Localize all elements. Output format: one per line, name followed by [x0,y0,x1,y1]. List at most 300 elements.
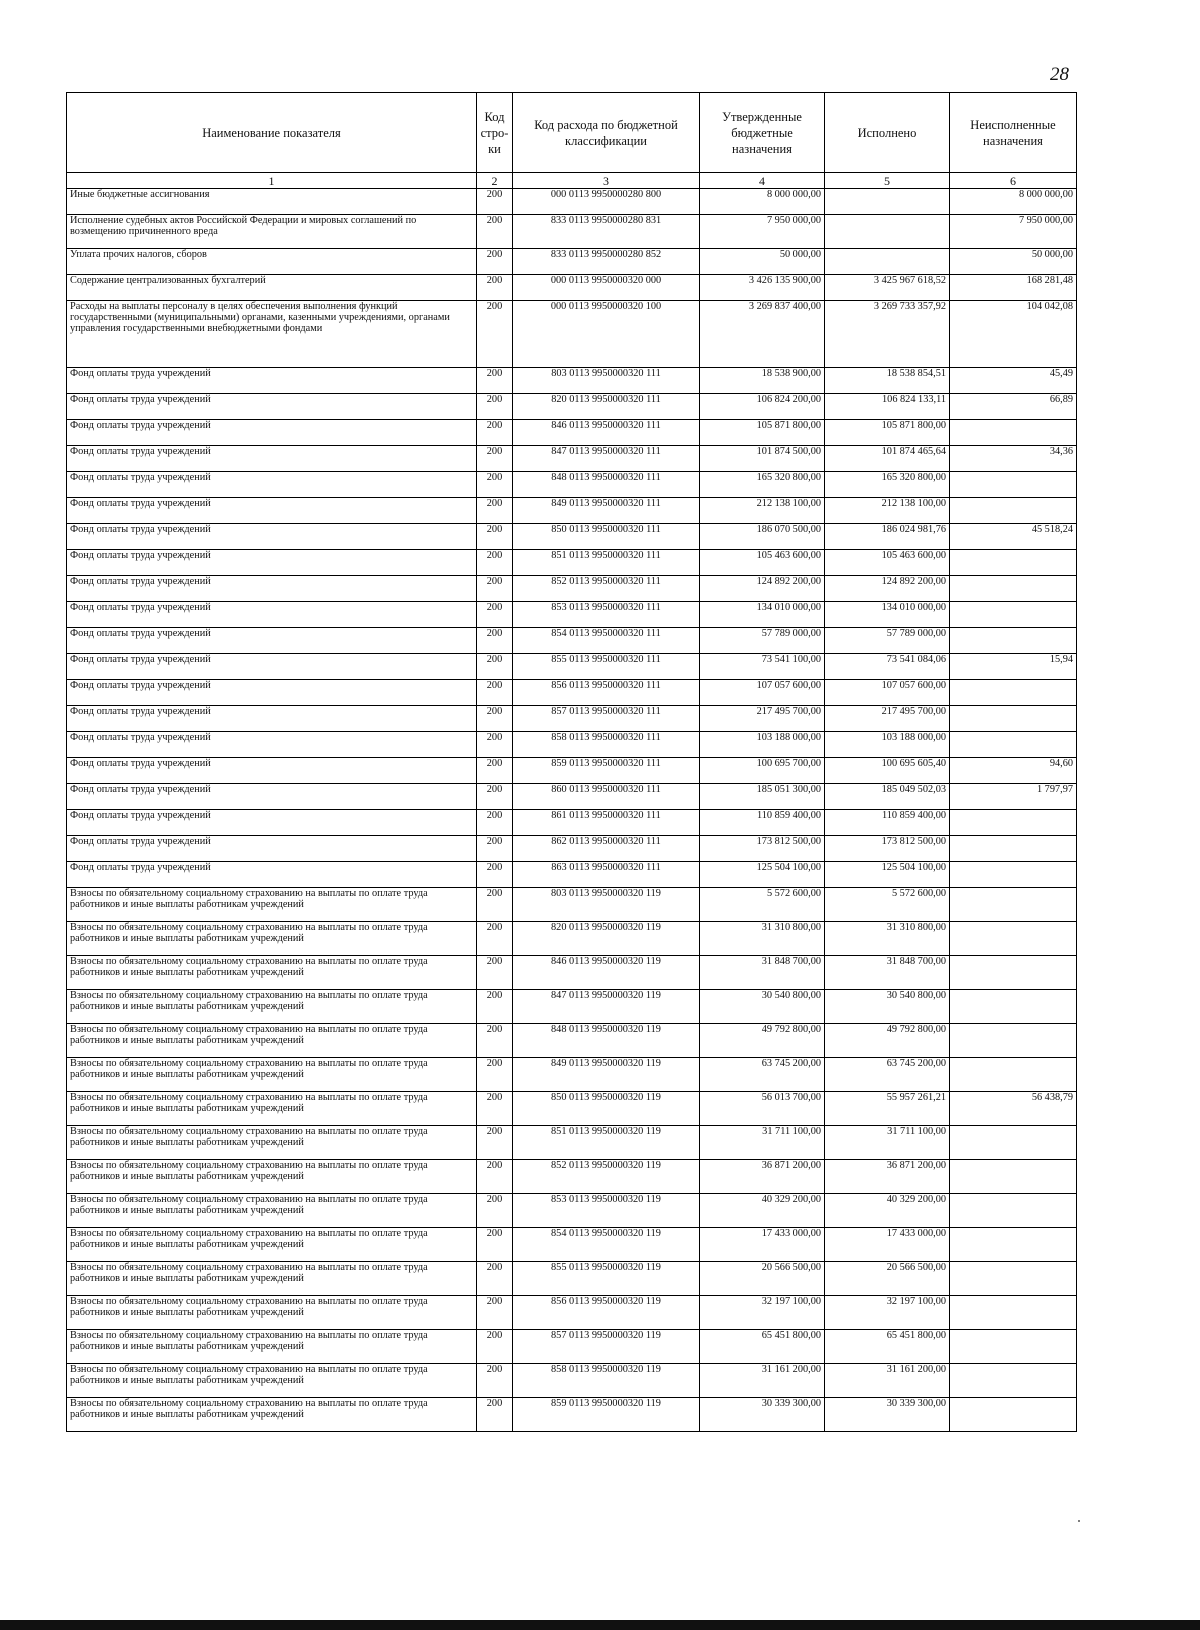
row-line-code: 200 [477,628,513,654]
table-row [67,215,1077,249]
row-line-code: 200 [477,810,513,836]
table-row [67,654,1077,680]
row-budget-code: 846 0113 9950000320 111 [513,420,700,446]
table-row [67,1364,1077,1398]
row-line-code: 200 [477,758,513,784]
table-row [67,1330,1077,1364]
row-line-code: 200 [477,956,513,990]
row-executed-amount: 105 871 800,00 [825,420,950,446]
row-budget-code: 855 0113 9950000320 119 [513,1262,700,1296]
row-executed-amount: 73 541 084,06 [825,654,950,680]
row-budget-code: 855 0113 9950000320 111 [513,654,700,680]
row-unexecuted-amount: 168 281,48 [950,275,1077,301]
row-budget-code: 852 0113 9950000320 111 [513,576,700,602]
row-unexecuted-amount: 7 950 000,00 [950,215,1077,249]
table-header-row [67,93,1077,173]
column-number: 1 [67,173,477,189]
row-unexecuted-amount [950,706,1077,732]
row-unexecuted-amount [950,576,1077,602]
row-budget-code: 000 0113 9950000320 100 [513,301,700,368]
row-budget-code: 000 0113 9950000280 800 [513,189,700,215]
row-executed-amount: 63 745 200,00 [825,1058,950,1092]
row-line-code: 200 [477,420,513,446]
page-number: 28 [1050,64,1069,85]
row-executed-amount: 3 425 967 618,52 [825,275,950,301]
row-budget-code: 854 0113 9950000320 111 [513,628,700,654]
row-executed-amount: 103 188 000,00 [825,732,950,758]
row-budget-code: 853 0113 9950000320 111 [513,602,700,628]
row-approved-amount: 50 000,00 [700,249,825,275]
row-approved-amount: 105 871 800,00 [700,420,825,446]
table-row [67,1024,1077,1058]
row-executed-amount: 185 049 502,03 [825,784,950,810]
row-unexecuted-amount [950,1228,1077,1262]
row-executed-amount: 134 010 000,00 [825,602,950,628]
row-approved-amount: 186 070 500,00 [700,524,825,550]
row-budget-code: 849 0113 9950000320 119 [513,1058,700,1092]
row-indicator-name: Взносы по обязательному социальному страхованию на выплаты по оплате труда работников и иные выплаты работникам учреждений [67,990,477,1024]
row-line-code: 200 [477,1330,513,1364]
table-row [67,249,1077,275]
row-budget-code: 833 0113 9950000280 831 [513,215,700,249]
row-budget-code: 820 0113 9950000320 111 [513,394,700,420]
table-row [67,922,1077,956]
row-unexecuted-amount: 45,49 [950,368,1077,394]
row-executed-amount: 125 504 100,00 [825,862,950,888]
row-budget-code: 847 0113 9950000320 111 [513,446,700,472]
row-line-code: 200 [477,862,513,888]
row-unexecuted-amount [950,1262,1077,1296]
row-line-code: 200 [477,368,513,394]
row-indicator-name: Взносы по обязательному социальному страхованию на выплаты по оплате труда работников и иные выплаты работникам учреждений [67,1160,477,1194]
row-unexecuted-amount [950,732,1077,758]
row-executed-amount: 55 957 261,21 [825,1092,950,1126]
row-line-code: 200 [477,1194,513,1228]
row-indicator-name: Взносы по обязательному социальному страхованию на выплаты по оплате труда работников и иные выплаты работникам учреждений [67,922,477,956]
column-number: 6 [950,173,1077,189]
row-indicator-name: Расходы на выплаты персоналу в целях обеспечения выполнения функций государственными (муниципальными) органами, казенными учреждениями, органами управления государственными внебюджетными фондами [67,301,477,368]
row-executed-amount: 30 540 800,00 [825,990,950,1024]
column-number: 3 [513,173,700,189]
row-budget-code: 850 0113 9950000320 119 [513,1092,700,1126]
table-row [67,1194,1077,1228]
header-line-code: Код стро- ки [477,93,513,173]
row-budget-code: 848 0113 9950000320 119 [513,1024,700,1058]
row-approved-amount: 30 339 300,00 [700,1398,825,1432]
row-line-code: 200 [477,990,513,1024]
table-row [67,189,1077,215]
table-row [67,836,1077,862]
row-executed-amount: 32 197 100,00 [825,1296,950,1330]
table-row [67,602,1077,628]
row-approved-amount: 49 792 800,00 [700,1024,825,1058]
row-indicator-name: Уплата прочих налогов, сборов [67,249,477,275]
row-indicator-name: Фонд оплаты труда учреждений [67,446,477,472]
row-unexecuted-amount: 66,89 [950,394,1077,420]
row-unexecuted-amount: 45 518,24 [950,524,1077,550]
row-indicator-name: Фонд оплаты труда учреждений [67,472,477,498]
table-row [67,472,1077,498]
row-approved-amount: 185 051 300,00 [700,784,825,810]
row-indicator-name: Взносы по обязательному социальному страхованию на выплаты по оплате труда работников и иные выплаты работникам учреждений [67,1058,477,1092]
row-indicator-name: Взносы по обязательному социальному страхованию на выплаты по оплате труда работников и иные выплаты работникам учреждений [67,1364,477,1398]
row-executed-amount: 100 695 605,40 [825,758,950,784]
table-row [67,368,1077,394]
row-unexecuted-amount [950,990,1077,1024]
table-row [67,862,1077,888]
row-line-code: 200 [477,394,513,420]
row-approved-amount: 31 848 700,00 [700,956,825,990]
row-indicator-name: Взносы по обязательному социальному страхованию на выплаты по оплате труда работников и иные выплаты работникам учреждений [67,1262,477,1296]
row-approved-amount: 124 892 200,00 [700,576,825,602]
row-executed-amount: 31 848 700,00 [825,956,950,990]
table-row [67,498,1077,524]
table-row [67,990,1077,1024]
column-number: 2 [477,173,513,189]
row-indicator-name: Фонд оплаты труда учреждений [67,680,477,706]
row-executed-amount: 3 269 733 357,92 [825,301,950,368]
row-indicator-name: Взносы по обязательному социальному страхованию на выплаты по оплате труда работников и иные выплаты работникам учреждений [67,1296,477,1330]
column-numbers-row [67,173,1077,189]
row-approved-amount: 31 161 200,00 [700,1364,825,1398]
table-row [67,576,1077,602]
row-executed-amount: 17 433 000,00 [825,1228,950,1262]
row-indicator-name: Фонд оплаты труда учреждений [67,732,477,758]
row-executed-amount [825,215,950,249]
row-indicator-name: Фонд оплаты труда учреждений [67,394,477,420]
row-budget-code: 848 0113 9950000320 111 [513,472,700,498]
table-body [67,189,1077,1432]
row-executed-amount: 31 310 800,00 [825,922,950,956]
row-indicator-name: Содержание централизованных бухгалтерий [67,275,477,301]
row-approved-amount: 125 504 100,00 [700,862,825,888]
header-indicator-name: Наименование показателя [67,93,477,173]
row-executed-amount: 173 812 500,00 [825,836,950,862]
row-budget-code: 859 0113 9950000320 111 [513,758,700,784]
row-approved-amount: 212 138 100,00 [700,498,825,524]
table-row [67,706,1077,732]
row-executed-amount: 30 339 300,00 [825,1398,950,1432]
row-executed-amount: 124 892 200,00 [825,576,950,602]
row-approved-amount: 5 572 600,00 [700,888,825,922]
table-row [67,1058,1077,1092]
row-indicator-name: Фонд оплаты труда учреждений [67,420,477,446]
row-approved-amount: 107 057 600,00 [700,680,825,706]
row-line-code: 200 [477,189,513,215]
row-unexecuted-amount [950,1330,1077,1364]
row-unexecuted-amount: 94,60 [950,758,1077,784]
row-executed-amount: 36 871 200,00 [825,1160,950,1194]
row-approved-amount: 173 812 500,00 [700,836,825,862]
row-indicator-name: Иные бюджетные ассигнования [67,189,477,215]
row-unexecuted-amount [950,1364,1077,1398]
table-row [67,524,1077,550]
row-executed-amount: 165 320 800,00 [825,472,950,498]
row-approved-amount: 65 451 800,00 [700,1330,825,1364]
row-unexecuted-amount [950,922,1077,956]
row-executed-amount [825,189,950,215]
row-indicator-name: Фонд оплаты труда учреждений [67,706,477,732]
row-line-code: 200 [477,602,513,628]
row-indicator-name: Фонд оплаты труда учреждений [67,654,477,680]
row-indicator-name: Фонд оплаты труда учреждений [67,524,477,550]
row-unexecuted-amount [950,550,1077,576]
table-row [67,784,1077,810]
row-unexecuted-amount: 15,94 [950,654,1077,680]
row-approved-amount: 103 188 000,00 [700,732,825,758]
row-approved-amount: 31 711 100,00 [700,1126,825,1160]
row-budget-code: 858 0113 9950000320 119 [513,1364,700,1398]
row-indicator-name: Фонд оплаты труда учреждений [67,550,477,576]
row-budget-code: 859 0113 9950000320 119 [513,1398,700,1432]
row-unexecuted-amount [950,498,1077,524]
row-indicator-name: Фонд оплаты труда учреждений [67,498,477,524]
row-line-code: 200 [477,1228,513,1262]
table-row [67,1296,1077,1330]
row-executed-amount: 57 789 000,00 [825,628,950,654]
row-line-code: 200 [477,680,513,706]
row-budget-code: 856 0113 9950000320 111 [513,680,700,706]
row-unexecuted-amount: 8 000 000,00 [950,189,1077,215]
row-line-code: 200 [477,784,513,810]
row-approved-amount: 7 950 000,00 [700,215,825,249]
row-indicator-name: Исполнение судебных актов Российской Федерации и мировых соглашений по возмещению причиненного вреда [67,215,477,249]
row-budget-code: 861 0113 9950000320 111 [513,810,700,836]
row-line-code: 200 [477,836,513,862]
row-line-code: 200 [477,1058,513,1092]
row-budget-code: 803 0113 9950000320 119 [513,888,700,922]
row-budget-code: 857 0113 9950000320 119 [513,1330,700,1364]
row-budget-code: 851 0113 9950000320 111 [513,550,700,576]
row-executed-amount: 101 874 465,64 [825,446,950,472]
row-unexecuted-amount: 34,36 [950,446,1077,472]
row-budget-code: 851 0113 9950000320 119 [513,1126,700,1160]
row-approved-amount: 3 426 135 900,00 [700,275,825,301]
row-executed-amount: 65 451 800,00 [825,1330,950,1364]
row-line-code: 200 [477,1296,513,1330]
row-executed-amount: 40 329 200,00 [825,1194,950,1228]
scan-edge-bar [0,1620,1200,1630]
table-row [67,1126,1077,1160]
table-row [67,888,1077,922]
table-row [67,420,1077,446]
row-indicator-name: Фонд оплаты труда учреждений [67,576,477,602]
row-indicator-name: Взносы по обязательному социальному страхованию на выплаты по оплате труда работников и иные выплаты работникам учреждений [67,1126,477,1160]
row-approved-amount: 32 197 100,00 [700,1296,825,1330]
row-approved-amount: 17 433 000,00 [700,1228,825,1262]
row-line-code: 200 [477,1160,513,1194]
row-unexecuted-amount [950,1398,1077,1432]
table-row [67,628,1077,654]
row-executed-amount: 18 538 854,51 [825,368,950,394]
row-approved-amount: 165 320 800,00 [700,472,825,498]
row-indicator-name: Фонд оплаты труда учреждений [67,784,477,810]
row-indicator-name: Взносы по обязательному социальному страхованию на выплаты по оплате труда работников и иные выплаты работникам учреждений [67,1092,477,1126]
row-indicator-name: Фонд оплаты труда учреждений [67,862,477,888]
row-line-code: 200 [477,706,513,732]
row-approved-amount: 100 695 700,00 [700,758,825,784]
row-executed-amount: 20 566 500,00 [825,1262,950,1296]
row-budget-code: 803 0113 9950000320 111 [513,368,700,394]
column-number: 4 [700,173,825,189]
row-budget-code: 860 0113 9950000320 111 [513,784,700,810]
row-line-code: 200 [477,1024,513,1058]
row-indicator-name: Взносы по обязательному социальному страхованию на выплаты по оплате труда работников и иные выплаты работникам учреждений [67,956,477,990]
table-row [67,956,1077,990]
table-row [67,446,1077,472]
row-unexecuted-amount [950,1024,1077,1058]
table-row [67,1160,1077,1194]
row-unexecuted-amount [950,1194,1077,1228]
row-line-code: 200 [477,524,513,550]
row-approved-amount: 31 310 800,00 [700,922,825,956]
row-indicator-name: Взносы по обязательному социальному страхованию на выплаты по оплате труда работников и иные выплаты работникам учреждений [67,888,477,922]
row-unexecuted-amount: 56 438,79 [950,1092,1077,1126]
row-indicator-name: Взносы по обязательному социальному страхованию на выплаты по оплате труда работников и иные выплаты работникам учреждений [67,1330,477,1364]
row-budget-code: 863 0113 9950000320 111 [513,862,700,888]
row-unexecuted-amount [950,1126,1077,1160]
row-line-code: 200 [477,654,513,680]
table-row [67,732,1077,758]
table-row [67,394,1077,420]
row-line-code: 200 [477,1126,513,1160]
row-line-code: 200 [477,498,513,524]
row-line-code: 200 [477,550,513,576]
row-budget-code: 862 0113 9950000320 111 [513,836,700,862]
table-row [67,1228,1077,1262]
row-line-code: 200 [477,576,513,602]
row-unexecuted-amount [950,420,1077,446]
budget-execution-table [66,92,1077,1432]
row-unexecuted-amount [950,680,1077,706]
row-budget-code: 852 0113 9950000320 119 [513,1160,700,1194]
row-budget-code: 850 0113 9950000320 111 [513,524,700,550]
row-indicator-name: Фонд оплаты труда учреждений [67,368,477,394]
row-unexecuted-amount [950,862,1077,888]
row-executed-amount: 212 138 100,00 [825,498,950,524]
row-indicator-name: Фонд оплаты труда учреждений [67,836,477,862]
row-approved-amount: 105 463 600,00 [700,550,825,576]
column-number: 5 [825,173,950,189]
scan-speck [1078,1520,1080,1522]
row-indicator-name: Фонд оплаты труда учреждений [67,602,477,628]
row-budget-code: 856 0113 9950000320 119 [513,1296,700,1330]
header-budget-code: Код расхода по бюджетной классификации [513,93,700,173]
row-executed-amount: 107 057 600,00 [825,680,950,706]
row-budget-code: 853 0113 9950000320 119 [513,1194,700,1228]
table-row [67,1262,1077,1296]
table-row [67,1092,1077,1126]
table-row [67,301,1077,368]
row-line-code: 200 [477,249,513,275]
row-line-code: 200 [477,922,513,956]
row-budget-code: 849 0113 9950000320 111 [513,498,700,524]
row-indicator-name: Взносы по обязательному социальному страхованию на выплаты по оплате труда работников и иные выплаты работникам учреждений [67,1024,477,1058]
row-approved-amount: 18 538 900,00 [700,368,825,394]
table-row [67,680,1077,706]
row-indicator-name: Взносы по обязательному социальному страхованию на выплаты по оплате труда работников и иные выплаты работникам учреждений [67,1228,477,1262]
table-row [67,758,1077,784]
row-unexecuted-amount [950,1296,1077,1330]
row-indicator-name: Взносы по обязательному социальному страхованию на выплаты по оплате труда работников и иные выплаты работникам учреждений [67,1398,477,1432]
row-approved-amount: 56 013 700,00 [700,1092,825,1126]
header-unexecuted: Неисполненные назначения [950,93,1077,173]
row-approved-amount: 30 540 800,00 [700,990,825,1024]
row-line-code: 200 [477,472,513,498]
row-unexecuted-amount: 50 000,00 [950,249,1077,275]
row-line-code: 200 [477,446,513,472]
row-indicator-name: Взносы по обязательному социальному страхованию на выплаты по оплате труда работников и иные выплаты работникам учреждений [67,1194,477,1228]
row-approved-amount: 20 566 500,00 [700,1262,825,1296]
row-executed-amount: 105 463 600,00 [825,550,950,576]
row-budget-code: 847 0113 9950000320 119 [513,990,700,1024]
row-unexecuted-amount [950,628,1077,654]
row-approved-amount: 106 824 200,00 [700,394,825,420]
row-executed-amount: 49 792 800,00 [825,1024,950,1058]
table-row [67,550,1077,576]
row-unexecuted-amount [950,1160,1077,1194]
row-budget-code: 846 0113 9950000320 119 [513,956,700,990]
row-line-code: 200 [477,301,513,368]
row-executed-amount: 31 711 100,00 [825,1126,950,1160]
row-line-code: 200 [477,215,513,249]
row-approved-amount: 36 871 200,00 [700,1160,825,1194]
row-executed-amount: 106 824 133,11 [825,394,950,420]
row-line-code: 200 [477,1092,513,1126]
row-unexecuted-amount: 104 042,08 [950,301,1077,368]
row-budget-code: 858 0113 9950000320 111 [513,732,700,758]
row-approved-amount: 73 541 100,00 [700,654,825,680]
row-unexecuted-amount [950,472,1077,498]
row-executed-amount: 5 572 600,00 [825,888,950,922]
row-unexecuted-amount [950,602,1077,628]
row-approved-amount: 3 269 837 400,00 [700,301,825,368]
table-row [67,1398,1077,1432]
row-executed-amount: 110 859 400,00 [825,810,950,836]
row-unexecuted-amount [950,888,1077,922]
row-executed-amount [825,249,950,275]
row-indicator-name: Фонд оплаты труда учреждений [67,628,477,654]
table-row [67,810,1077,836]
row-approved-amount: 40 329 200,00 [700,1194,825,1228]
row-unexecuted-amount: 1 797,97 [950,784,1077,810]
row-approved-amount: 217 495 700,00 [700,706,825,732]
row-approved-amount: 63 745 200,00 [700,1058,825,1092]
row-budget-code: 820 0113 9950000320 119 [513,922,700,956]
row-approved-amount: 110 859 400,00 [700,810,825,836]
row-indicator-name: Фонд оплаты труда учреждений [67,758,477,784]
row-budget-code: 857 0113 9950000320 111 [513,706,700,732]
table-row [67,275,1077,301]
row-unexecuted-amount [950,810,1077,836]
row-line-code: 200 [477,732,513,758]
row-approved-amount: 134 010 000,00 [700,602,825,628]
header-executed: Исполнено [825,93,950,173]
row-line-code: 200 [477,1398,513,1432]
row-line-code: 200 [477,1364,513,1398]
row-line-code: 200 [477,888,513,922]
row-executed-amount: 186 024 981,76 [825,524,950,550]
row-executed-amount: 31 161 200,00 [825,1364,950,1398]
row-unexecuted-amount [950,1058,1077,1092]
row-budget-code: 000 0113 9950000320 000 [513,275,700,301]
row-unexecuted-amount [950,836,1077,862]
row-budget-code: 854 0113 9950000320 119 [513,1228,700,1262]
row-unexecuted-amount [950,956,1077,990]
row-executed-amount: 217 495 700,00 [825,706,950,732]
row-budget-code: 833 0113 9950000280 852 [513,249,700,275]
row-line-code: 200 [477,275,513,301]
